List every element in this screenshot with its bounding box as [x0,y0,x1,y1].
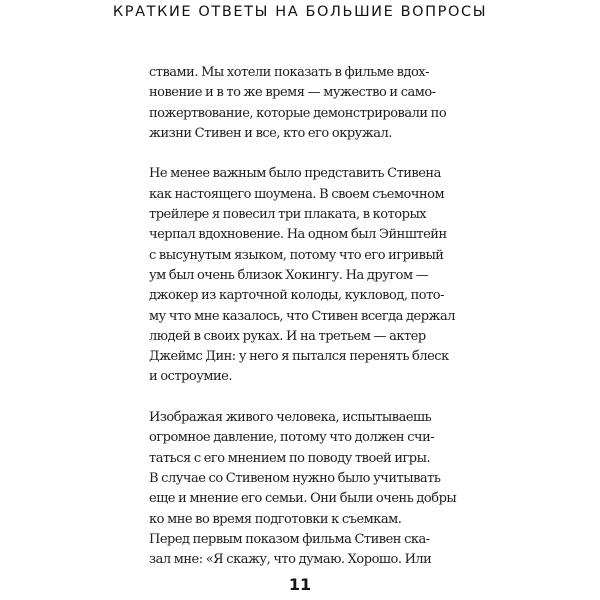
paragraph-3 [149,408,457,570]
text-line: трейлере я повесил три плаката, в которых [149,207,427,223]
text-line: В случае со Стивеном нужно было учитывать [149,470,441,486]
text-line: новение и в то же время — мужество и само- [149,85,436,101]
running-head: КРАТКИЕ ОТВЕТЫ НА БОЛЬШИЕ ВОПРОСЫ [112,4,488,20]
text-line: людей в своих руках. И на третьем — актер [149,328,426,344]
text-line: зал мне: «Я скажу, что думаю. Хорошо. Или [149,552,432,568]
text-line: огромное давление, потому что должен счи- [149,430,435,446]
text-line: пожертвование, которые демонстрировали по [149,105,447,121]
text-line: с высунутым языком, потому что его игривый [149,247,444,263]
text-line: ум был очень близок Хокингу. На другом — [149,267,429,283]
text-line: Не менее важным было представить Стивена [149,166,441,182]
text-line: и остроумие. [149,369,232,385]
text-line: Джеймс Дин: у него я пытался перенять блеск [149,349,449,365]
paragraph-2 [149,164,457,387]
text-line: как настоящего шоумена. В своем съемочном [149,186,445,202]
text-line: джокер из карточной колоды, кукловод, пото- [149,288,445,304]
paragraph-gap [149,144,457,164]
text-line: Изображая живого человека, испытываешь [149,410,432,426]
text-line: жизни Стивен и все, кто его окружал. [149,125,392,141]
page-number: 11 [288,575,312,594]
text-line: ствами. Мы хотели показать в фильме вдох- [149,65,430,80]
text-line: таться с его мнением по поводу твоей игры. [149,450,431,466]
body-text [149,63,457,570]
text-line: Перед первым показом фильма Стивен ска- [149,531,430,547]
text-line: черпал вдохновение. На одном был Эйнштейн [149,227,447,243]
text-line: му что мне казалось, что Стивен всегда держал [149,308,456,324]
paragraph-gap [149,388,457,408]
text-line: еще и мнение его семьи. Они были очень добры [149,491,457,507]
paragraph-1 [149,63,457,144]
text-line: ко мне во время подготовки к съемкам. [149,511,402,527]
